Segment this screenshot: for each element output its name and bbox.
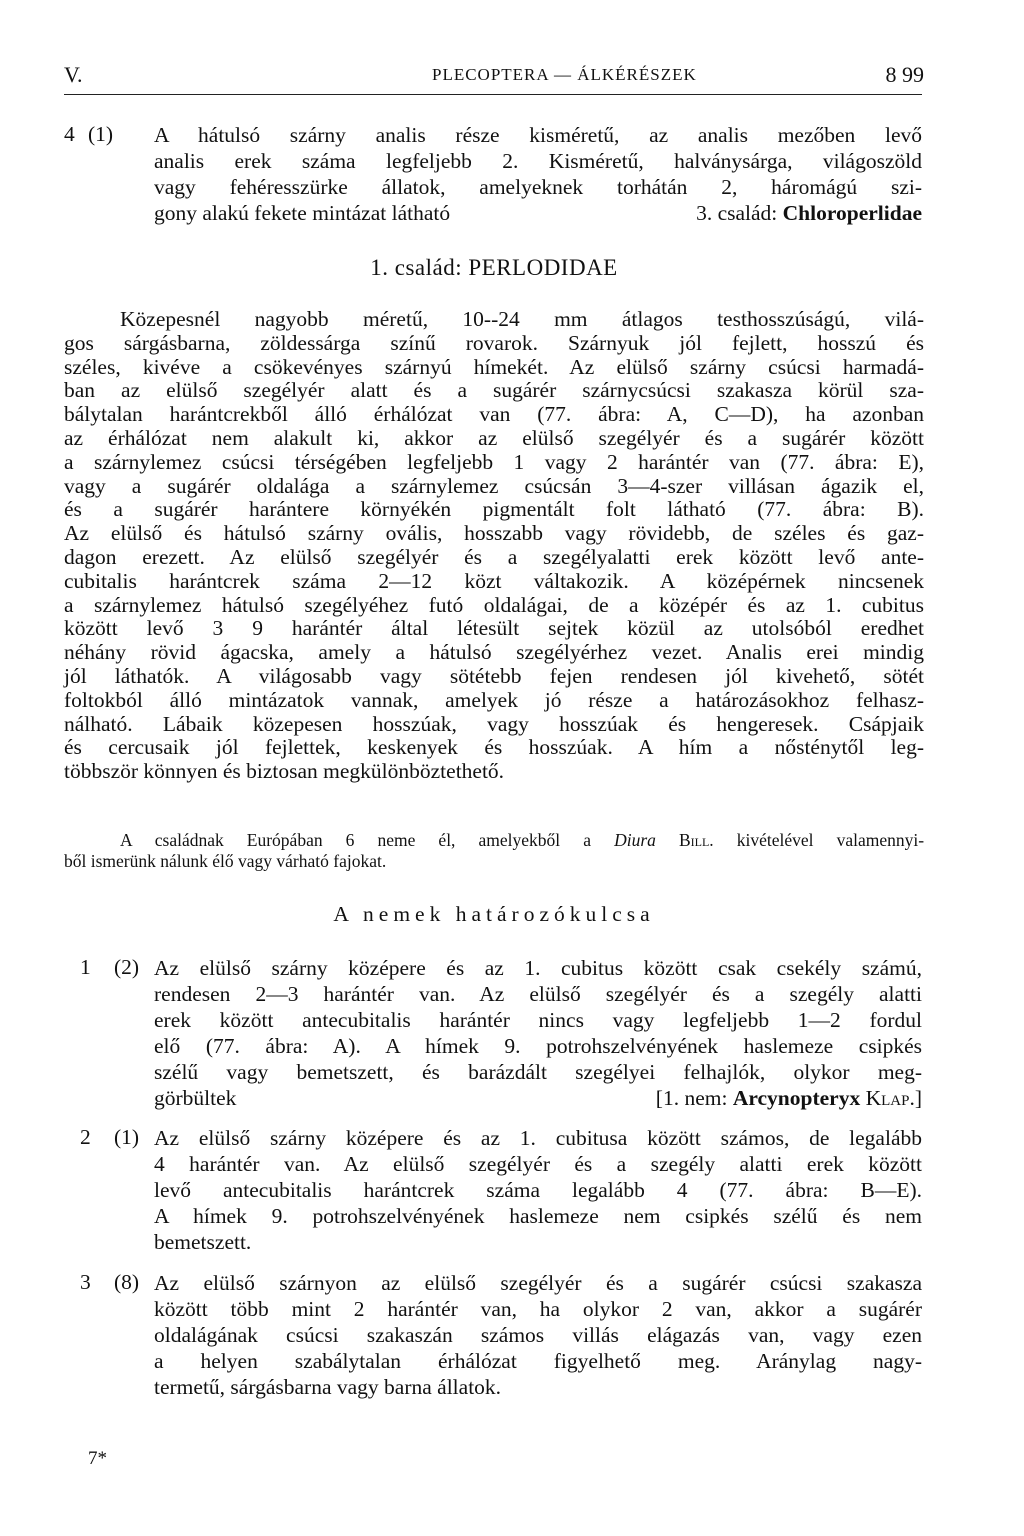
text-line: analis erek száma legfeljebb 2. Kisméretű, halványsárga, világoszöld [154, 149, 922, 173]
text-line: néhány rövid ágacska, amely a hátulsó szegélyérhez vezet. Analis erei mindig [64, 640, 924, 665]
text-line: A hátulsó szárny analis része kisméretű, az analis mezőben levő [154, 123, 922, 147]
genus-note [64, 830, 924, 872]
author-name: Bill. [678, 830, 714, 850]
text-line-last [154, 200, 922, 226]
note-line: ből ismerünk nálunk élő vagy várható fajokat. [64, 851, 387, 871]
entry-number: 1 [80, 955, 91, 979]
family-heading: 1. család: PERLODIDAE [370, 255, 618, 280]
text-fragment: gony alakú fekete mintázat látható [154, 201, 451, 225]
note-text: A családnak Európában 6 neme él, amelyekből a [120, 830, 591, 850]
entry-reference: (2) [114, 955, 140, 979]
author-name: Klap. [865, 1086, 915, 1110]
page-number: 8 99 [885, 62, 924, 87]
text-line: Az elülső szárny középere és az 1. cubitusa között számos, de legalább [154, 1126, 922, 1150]
text-line-last: bemetszett. [154, 1230, 252, 1254]
text-line: dagon erezett. Az elülső szegélyér és a szegélyalatti erek között levő ante- [64, 544, 924, 569]
family-reference [696, 200, 922, 226]
text-line: Az elülső szárnyon az elülső szegélyér és a sugárér csúcsi szakasza [154, 1271, 922, 1295]
entry-number: 3 [80, 1270, 91, 1294]
family-reference-label: 3. család: [696, 201, 778, 225]
text-line-last: termetű, sárgásbarna vagy barna állatok. [154, 1375, 502, 1399]
signature-mark: 7* [88, 1448, 107, 1469]
text-line: 4 harántér van. Az elülső szegélyér és a szegély alatti erek között [154, 1152, 922, 1176]
text-line: az érhálózat nem alakult ki, akkor az elülső szegélyér és a sugárér között [64, 425, 924, 450]
text-line: foltokból álló mintázatok vannak, amelyek jó része a határozásokhoz felhasz- [64, 687, 924, 712]
text-line: oldalágának csúcsi szakaszán számos villás elágazás van, vagy ezen [154, 1323, 922, 1347]
text-line: a helyen szabálytalan érhálózat figyelhető meg. Aránylag nagy- [154, 1349, 922, 1373]
text-fragment: görbültek [154, 1086, 237, 1110]
text-line: nálható. Lábaik közepesen hosszúak, vagy hosszúak és hengeresek. Csápjaik [64, 711, 924, 736]
text-line-last: többször könnyen és biztosan megkülönböztethető. [64, 759, 505, 784]
text-line: a szárnylemez csúcsi térségében legfeljebb 1 vagy 2 harántér van (77. ábra: E), [64, 449, 924, 474]
entry-reference: (8) [114, 1270, 140, 1294]
entry-text [154, 1270, 922, 1400]
text-line: Az elülső szárny középere és az 1. cubitus között csak csekély számú, [154, 956, 922, 980]
entry-text [154, 122, 922, 226]
text-line: szélű vagy bemetszett, és barázdált szegélyei felhajlók, olykor meg- [154, 1060, 922, 1084]
volume-number: V. [64, 62, 83, 87]
text-line-last [154, 1085, 922, 1111]
text-line: a szárnylemez hátulsó szegélyéhez futó oldalágai, de a középér és az 1. cubitus [64, 592, 924, 617]
genus-name: Arcynopteryx [732, 1086, 861, 1110]
entry-number: 4 [64, 122, 75, 146]
text-line: között levő 3 9 harántér által létesült sejtek közül az utolsóból eredhet [64, 616, 924, 641]
running-header [64, 62, 924, 92]
text-line: Az elülső és hátulsó szárny ovális, hosszabb vagy rövidebb, de széles és gaz- [64, 521, 924, 546]
note-text: kivételével valamennyi- [736, 830, 925, 850]
entry-text [154, 1125, 922, 1255]
text-line: és cercusaik jól fejlettek, keskenyek és hosszúak. A hím a nősténytől leg- [64, 735, 924, 760]
genus-name: Diura [614, 830, 656, 850]
entry-number: 2 [80, 1125, 91, 1149]
key-heading: A nemek határozókulcsa [333, 902, 655, 926]
text-line: bálytalan harántcrekből álló érhálózat van (77. ábra: A, C—D), ha azonban [64, 402, 924, 427]
genus-reference [656, 1085, 922, 1111]
text-line: A hímek 9. potrohszelvényének haslemeze nem csipkés szélű és nem [154, 1204, 922, 1228]
family-name: Chloroperlidae [782, 201, 922, 225]
text-line: között több mint 2 harántér van, ha olykor 2 van, akkor a sugárér [154, 1297, 922, 1321]
entry-reference: (1) [88, 122, 114, 146]
key-entry-2 [80, 1125, 924, 1260]
text-line: vagy fehéresszürke állatok, amelyeknek torhátán 2, háromágú szi- [154, 175, 922, 199]
header-rule [64, 94, 922, 95]
text-line: erek között antecubitalis harántér nincs vagy legfeljebb 1—2 fordul [154, 1008, 922, 1032]
text-line: ban az elülső szegélyér alatt és a sugárér szárnycsúcsi szakasza körül sza- [64, 378, 924, 403]
text-line: jól láthatók. A világosabb vagy sötétebb fejen rendesen jól kivehető, sötét [64, 663, 924, 688]
text-line: gos sárgásbarna, zöldessárga színű rovarok. Szárnyuk jól fejlett, hosszú és [64, 330, 924, 355]
bracket-close: ] [914, 1086, 922, 1110]
text-line: széles, kivéve a csökevényes szárnyú hímekét. Az elülső szárny csúcsi harmadá- [64, 354, 924, 379]
text-line: és a sugárér harántere környékén pigmentált folt látható (77. ábra: B). [64, 497, 924, 522]
text-line: elő (77. ábra: A). A hímek 9. potrohszelvényének haslemeze csipkés [154, 1034, 922, 1058]
note-line [64, 830, 924, 851]
family-description [64, 308, 924, 784]
genus-reference-label: [1. nem: [655, 1086, 728, 1110]
key-entry-3 [80, 1270, 924, 1405]
key-entry-1 [80, 955, 924, 1115]
text-line: cubitalis harántcrek száma 2—12 közt váltakozik. A középérnek nincsenek [64, 568, 924, 593]
text-line: Közepesnél nagyobb méretű, 10--24 mm átlagos testhosszúságú, vilá- [120, 307, 924, 331]
running-title: PLECOPTERA — ÁLKÉRÉSZEK [432, 65, 697, 84]
entry-reference: (1) [114, 1125, 140, 1149]
text-line: levő antecubitalis harántcrek száma legalább 4 (77. ábra: B—E). [154, 1178, 922, 1202]
entry-text [154, 955, 922, 1111]
text-line: rendesen 2—3 harántér van. Az elülső szegélyér és a szegély alatti [154, 982, 922, 1006]
text-line: vagy a sugárér oldalága a szárnylemez csúcsán 3—4-szer villásan ágazik el, [64, 473, 924, 498]
key-entry-4 [64, 122, 924, 232]
